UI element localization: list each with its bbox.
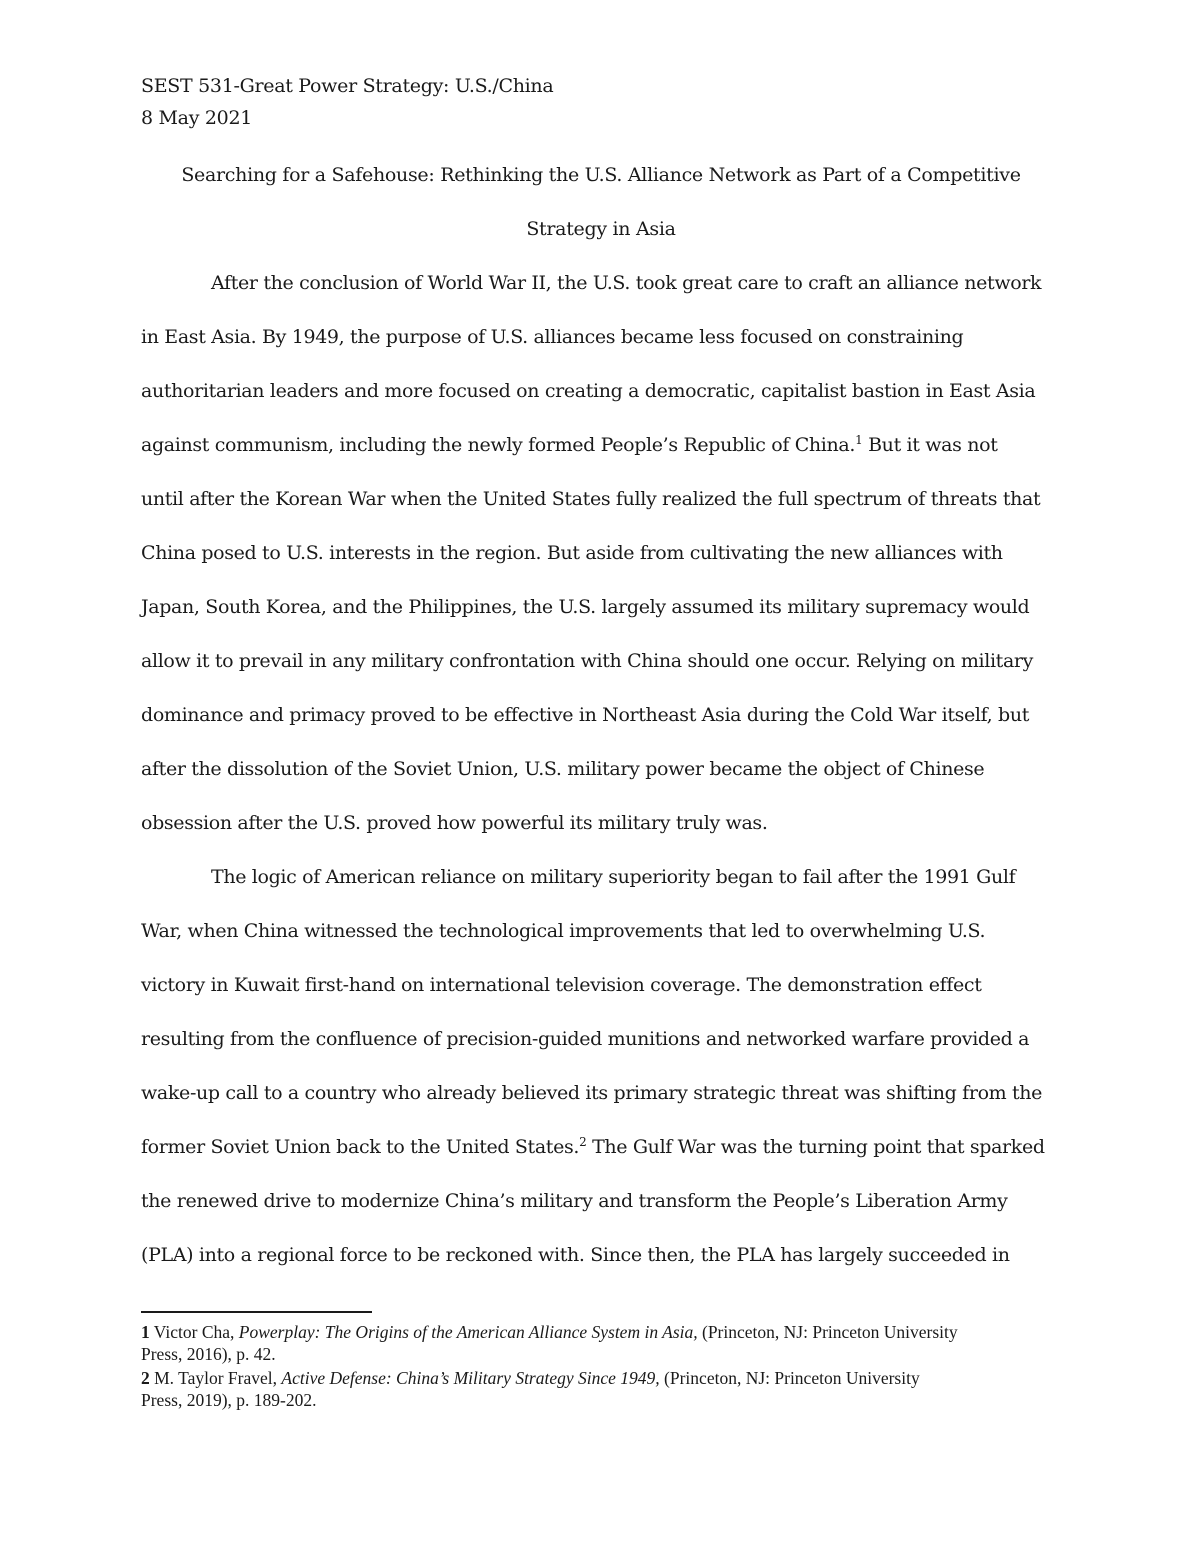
body-line — [141, 433, 997, 457]
body-line: After the conclusion of World War II, the U.S. took great care to craft an alliance network — [211, 272, 1042, 294]
footnote-text: M. Taylor Fravel, — [149, 1368, 282, 1388]
body-line: in East Asia. By 1949, the purpose of U.S. alliances became less focused on constraining — [141, 326, 964, 348]
body-text: The Gulf War was the turning point that sparked — [586, 1136, 1045, 1158]
body-text: former Soviet Union back to the United States. — [141, 1136, 580, 1158]
body-line: Japan, South Korea, and the Philippines, the U.S. largely assumed its military supremacy would — [141, 596, 1030, 618]
body-line: China posed to U.S. interests in the region. But aside from cultivating the new alliances with — [141, 542, 1003, 564]
footnote-2-continued: Press, 2019), p. 189-202. — [141, 1390, 317, 1410]
footnote-separator — [141, 1311, 372, 1313]
footnote-1 — [141, 1321, 958, 1343]
body-line: resulting from the confluence of precision-guided munitions and networked warfare provided a — [141, 1028, 1030, 1050]
body-line: wake-up call to a country who already believed its primary strategic threat was shifting from the — [141, 1082, 1043, 1104]
footnote-text: Victor Cha, — [149, 1322, 239, 1342]
body-line: allow it to prevail in any military confrontation with China should one occur. Relying on military — [141, 650, 1034, 672]
footnote-1-continued: Press, 2016), p. 42. — [141, 1344, 276, 1364]
footnote-2 — [141, 1367, 920, 1389]
body-line: (PLA) into a regional force to be reckoned with. Since then, the PLA has largely succeeded in — [141, 1244, 1010, 1266]
body-line: The logic of American reliance on military superiority began to fail after the 1991 Gulf — [211, 866, 1016, 888]
footnote-text: (Princeton, NJ: Princeton University — [697, 1322, 958, 1342]
footnote-number: 2 — [141, 1368, 150, 1388]
footnote-book-title: Powerplay: The Origins of the American Alliance System in Asia, — [238, 1322, 698, 1342]
body-line: the renewed drive to modernize China’s military and transform the People’s Liberation Army — [141, 1190, 1008, 1212]
footnote-ref-1[interactable]: 1 — [855, 433, 863, 447]
footnote-text: (Princeton, NJ: Princeton University — [659, 1368, 920, 1388]
paper-title-line-1: Searching for a Safehouse: Rethinking the U.S. Alliance Network as Part of a Competitive — [181, 164, 1021, 186]
paper-title-line-2: Strategy in Asia — [526, 218, 676, 240]
body-line: victory in Kuwait first-hand on international television coverage. The demonstration effect — [141, 974, 982, 996]
footnote-number: 1 — [141, 1322, 150, 1342]
body-line: after the dissolution of the Soviet Union, U.S. military power became the object of Chinese — [141, 758, 985, 780]
body-text: But it was not — [862, 434, 998, 456]
footnote-book-title: Active Defense: China’s Military Strategy Since 1949, — [281, 1368, 660, 1388]
body-line: obsession after the U.S. proved how powerful its military truly was. — [141, 812, 768, 834]
body-text: against communism, including the newly formed People’s Republic of China. — [141, 434, 856, 456]
body-line: until after the Korean War when the United States fully realized the full spectrum of threats that — [141, 488, 1041, 510]
date-heading: 8 May 2021 — [141, 107, 253, 129]
footnote-ref-2[interactable]: 2 — [579, 1135, 587, 1149]
body-line: War, when China witnessed the technological improvements that led to overwhelming U.S. — [141, 920, 986, 942]
body-line: dominance and primacy proved to be effective in Northeast Asia during the Cold War itself, but — [141, 704, 1029, 726]
body-line: authoritarian leaders and more focused on creating a democratic, capitalist bastion in East Asia — [141, 380, 1036, 402]
body-line — [141, 1135, 1045, 1159]
course-heading: SEST 531-Great Power Strategy: U.S./China — [141, 75, 554, 97]
